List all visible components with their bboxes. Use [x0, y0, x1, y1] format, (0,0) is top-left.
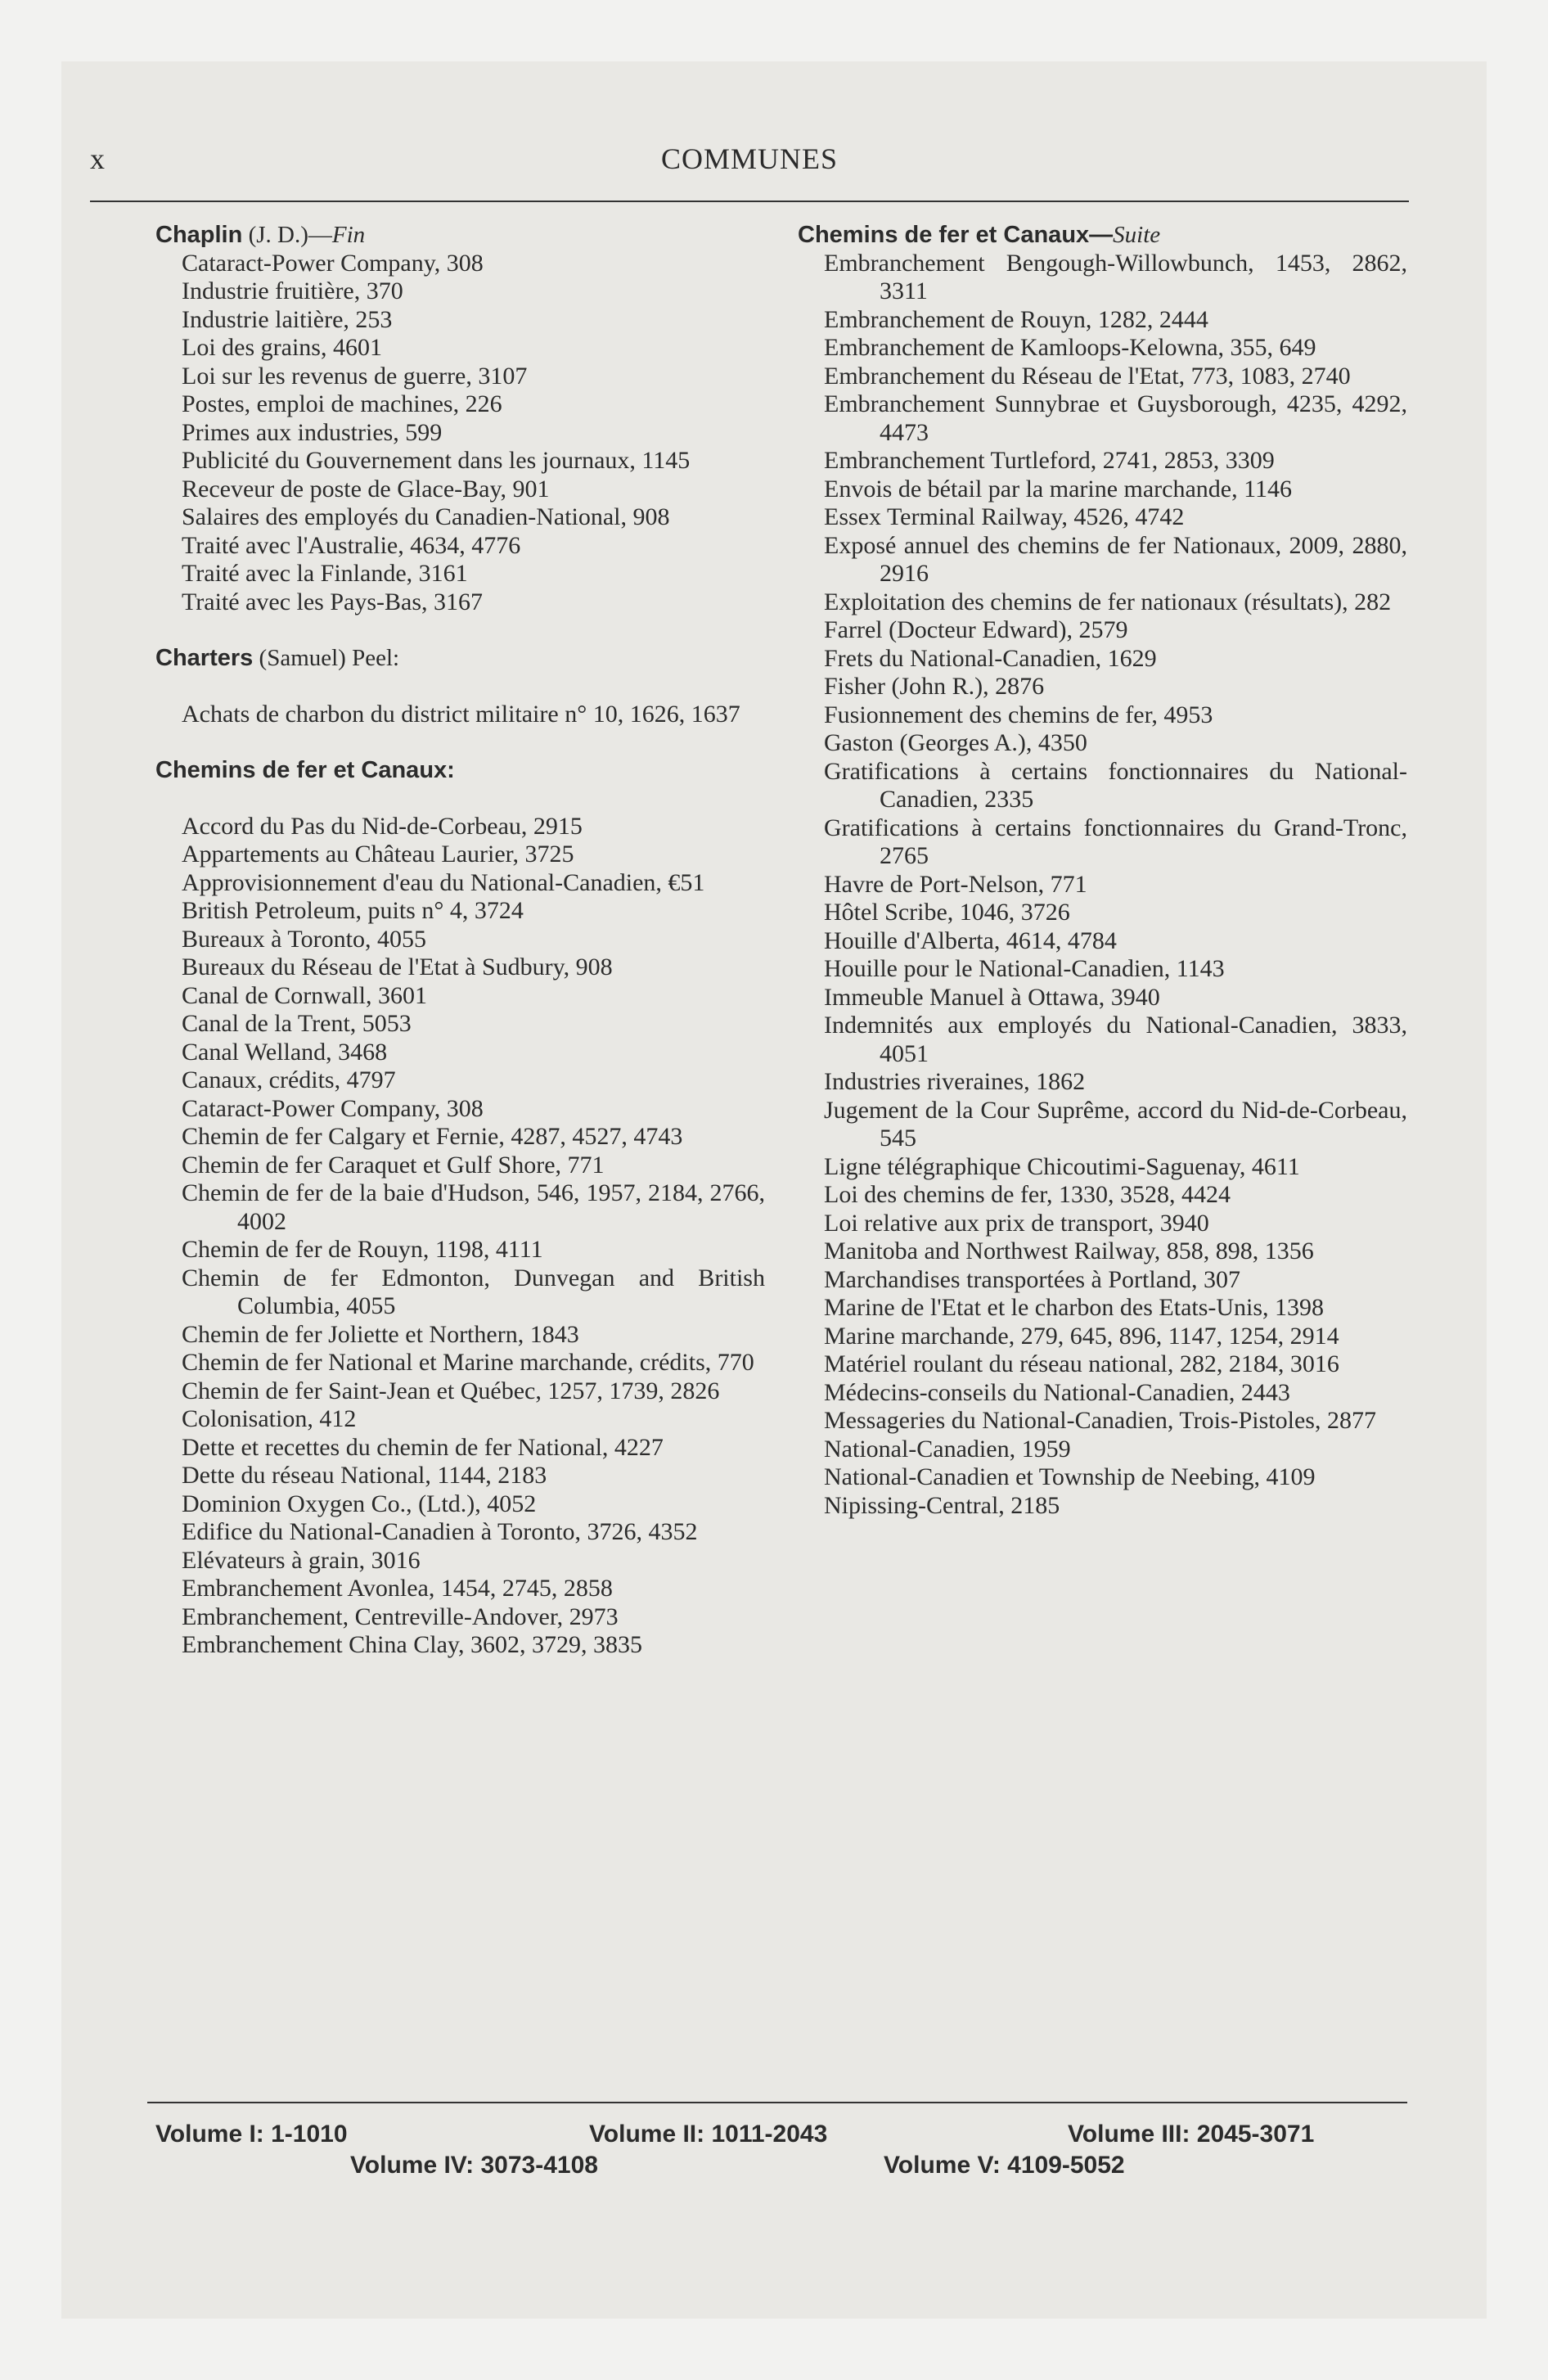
heading-name: Charters [155, 645, 254, 671]
index-entry: Hôtel Scribe, 1046, 3726 [824, 899, 1070, 926]
index-entry: Chemin de fer National et Marine marchande, crédits, 770 [182, 1349, 754, 1376]
index-entry: National-Canadien, 1959 [824, 1435, 1071, 1463]
index-entry: Fusionnement des chemins de fer, 4953 [824, 701, 1213, 728]
index-entry: Chemin de fer de la baie d'Hudson, 546, 1957, 2184, 2766, 4002 [182, 1179, 765, 1235]
volume-4-range: Volume IV: 3073-4108 [350, 2152, 598, 2179]
index-entry: Ligne télégraphique Chicoutimi-Saguenay, 4611 [824, 1152, 1300, 1180]
index-entry: Gratifications à certains fonctionnaires du Grand-Tronc, 2765 [824, 814, 1407, 869]
index-entry: Chemin de fer Joliette et Northern, 1843 [182, 1320, 579, 1348]
page-header [90, 141, 1409, 190]
index-entry: Canaux, crédits, 4797 [182, 1066, 396, 1093]
spacer [155, 673, 765, 701]
index-entry: Gaston (Georges A.), 4350 [824, 729, 1087, 756]
index-entry: Chemin de fer Saint-Jean et Québec, 1257, 1739, 2826 [182, 1377, 720, 1404]
index-entry: Canal Welland, 3468 [182, 1038, 388, 1066]
index-entry: Envois de bétail par la marine marchande, 1146 [824, 475, 1293, 503]
footer-rule [147, 2102, 1407, 2103]
index-entry: British Petroleum, puits n° 4, 3724 [182, 897, 524, 924]
index-entry: Havre de Port-Nelson, 771 [824, 870, 1087, 898]
index-entry: Loi des grains, 4601 [182, 334, 382, 361]
heading-detail: (Samuel) Peel: [253, 645, 400, 671]
index-entry: Achats de charbon du district militaire n° 10, 1626, 1637 [182, 700, 740, 728]
index-entry: Embranchement Avonlea, 1454, 2745, 2858 [182, 1575, 613, 1602]
index-entry: Manitoba and Northwest Railway, 858, 898, 1356 [824, 1237, 1314, 1264]
index-entry: Marine de l'Etat et le charbon des Etats-Unis, 1398 [824, 1294, 1325, 1321]
index-entry: Essex Terminal Railway, 4526, 4742 [824, 503, 1185, 530]
index-entry: Cataract-Power Company, 308 [182, 1094, 484, 1122]
index-entry: Matériel roulant du réseau national, 282, 2184, 3016 [824, 1350, 1339, 1377]
index-entry: Elévateurs à grain, 3016 [182, 1546, 421, 1574]
index-entry: Cataract-Power Company, 308 [182, 249, 484, 277]
page-number: x [90, 142, 105, 175]
index-entry: Exposé annuel des chemins de fer Nationaux, 2009, 2880, 2916 [824, 531, 1407, 587]
index-entry: Embranchement Turtleford, 2741, 2853, 3309 [824, 447, 1275, 474]
heading-continuation: Suite [1113, 222, 1161, 248]
index-entry: Chemin de fer Edmonton, Dunvegan and British Columbia, 4055 [182, 1264, 765, 1319]
index-entry: Edifice du National-Canadien à Toronto, 3726, 4352 [182, 1518, 698, 1545]
index-heading [155, 644, 765, 673]
left-column [155, 221, 765, 1660]
spacer [155, 785, 765, 813]
index-entry: Publicité du Gouvernement dans les journaux, 1145 [182, 447, 691, 474]
index-entry: Jugement de la Cour Suprême, accord du Nid-de-Corbeau, 545 [824, 1096, 1407, 1152]
index-entry: Chemin de fer Calgary et Fernie, 4287, 4527, 4743 [182, 1123, 683, 1150]
heading-name: Chaplin [155, 222, 243, 248]
index-entry: Embranchement de Kamloops-Kelowna, 355, 649 [824, 334, 1316, 361]
index-entry: Médecins-conseils du National-Canadien, 2443 [824, 1378, 1290, 1406]
index-heading [155, 756, 765, 785]
index-entry: Dette et recettes du chemin de fer National, 4227 [182, 1433, 664, 1461]
index-entry: Traité avec l'Australie, 4634, 4776 [182, 531, 521, 559]
index-entry: Bureaux à Toronto, 4055 [182, 925, 426, 953]
header-rule [90, 201, 1409, 202]
index-entry: Appartements au Château Laurier, 3725 [182, 841, 574, 868]
index-entry: Embranchement Sunnybrae et Guysborough, 4235, 4292, 4473 [824, 390, 1407, 446]
index-entry: Exploitation des chemins de fer nationaux (résultats), 282 [824, 588, 1392, 615]
index-entry: Embranchement Bengough-Willowbunch, 1453, 2862, 3311 [824, 249, 1407, 304]
index-entry: Industrie fruitière, 370 [182, 277, 403, 304]
index-entry: Indemnités aux employés du National-Canadien, 3833, 4051 [824, 1012, 1407, 1067]
index-entry: Industries riveraines, 1862 [824, 1068, 1086, 1095]
page-title: COMMUNES [660, 142, 839, 175]
index-entry: Immeuble Manuel à Ottawa, 3940 [824, 983, 1160, 1011]
index-entry: Chemin de fer de Rouyn, 1198, 4111 [182, 1236, 543, 1263]
index-entry: Messageries du National-Canadien, Trois-Pistoles, 2877 [824, 1407, 1376, 1434]
index-entry: Embranchement, Centreville-Andover, 2973 [182, 1602, 619, 1630]
spacer [155, 616, 765, 644]
index-entry: Approvisionnement d'eau du National-Canadien, €51 [182, 868, 705, 896]
index-entry: Bureaux du Réseau de l'Etat à Sudbury, 908 [182, 953, 613, 980]
volume-3-range: Volume III: 2045-3071 [1068, 2121, 1315, 2148]
index-entry: Chemin de fer Caraquet et Gulf Shore, 771 [182, 1151, 605, 1179]
index-entry: Industrie laitière, 253 [182, 305, 393, 333]
index-entry: Loi sur les revenus de guerre, 3107 [182, 362, 528, 390]
index-entry: Canal de Cornwall, 3601 [182, 981, 427, 1009]
volume-2-range: Volume II: 1011-2043 [589, 2121, 828, 2148]
index-entry: Farrel (Docteur Edward), 2579 [824, 616, 1128, 643]
right-column [798, 221, 1407, 1520]
index-entry: Postes, emploi de machines, 226 [182, 390, 502, 417]
index-entry: Embranchement de Rouyn, 1282, 2444 [824, 305, 1208, 333]
heading-detail: (J. D.)— [242, 222, 332, 248]
index-entry: Houille pour le National-Canadien, 1143 [824, 955, 1225, 982]
index-heading [155, 221, 765, 250]
index-entry: Fisher (John R.), 2876 [824, 673, 1045, 700]
index-entry: Nipissing-Central, 2185 [824, 1491, 1060, 1519]
index-entry: Houille d'Alberta, 4614, 4784 [824, 926, 1117, 954]
index-entry: Loi relative aux prix de transport, 3940 [824, 1209, 1209, 1237]
index-entry: Accord du Pas du Nid-de-Corbeau, 2915 [182, 812, 583, 840]
index-entry: Marine marchande, 279, 645, 896, 1147, 1254, 2914 [824, 1322, 1339, 1350]
heading-name: Chemins de fer et Canaux— [798, 222, 1114, 248]
heading-continuation: Fin [331, 222, 366, 248]
index-entry: Embranchement China Clay, 3602, 3729, 3835 [182, 1631, 642, 1658]
index-entry: Primes aux industries, 599 [182, 418, 443, 446]
index-entry: Receveur de poste de Glace-Bay, 901 [182, 475, 550, 503]
index-entry: Traité avec la Finlande, 3161 [182, 560, 468, 587]
index-entry: Traité avec les Pays-Bas, 3167 [182, 588, 483, 615]
spacer [155, 728, 765, 756]
index-entry: Canal de la Trent, 5053 [182, 1010, 412, 1037]
index-entry: Loi des chemins de fer, 1330, 3528, 4424 [824, 1181, 1231, 1208]
heading-name: Chemins de fer et Canaux: [155, 757, 455, 783]
index-entry: Dette du réseau National, 1144, 2183 [182, 1462, 547, 1489]
index-entry: Salaires des employés du Canadien-National, 908 [182, 503, 670, 530]
index-entry: Marchandises transportées à Portland, 307 [824, 1265, 1241, 1293]
index-entry: Gratifications à certains fonctionnaires du National-Canadien, 2335 [824, 757, 1407, 813]
index-entry: Dominion Oxygen Co., (Ltd.), 4052 [182, 1490, 537, 1517]
index-heading [798, 221, 1407, 250]
index-entry: Frets du National-Canadien, 1629 [824, 644, 1157, 672]
index-entry: Embranchement du Réseau de l'Etat, 773, 1083, 2740 [824, 362, 1351, 390]
index-entry: National-Canadien et Township de Neebing, 4109 [824, 1463, 1316, 1490]
volume-1-range: Volume I: 1-1010 [155, 2121, 348, 2148]
volume-5-range: Volume V: 4109-5052 [884, 2152, 1125, 2179]
index-entry: Colonisation, 412 [182, 1405, 357, 1432]
